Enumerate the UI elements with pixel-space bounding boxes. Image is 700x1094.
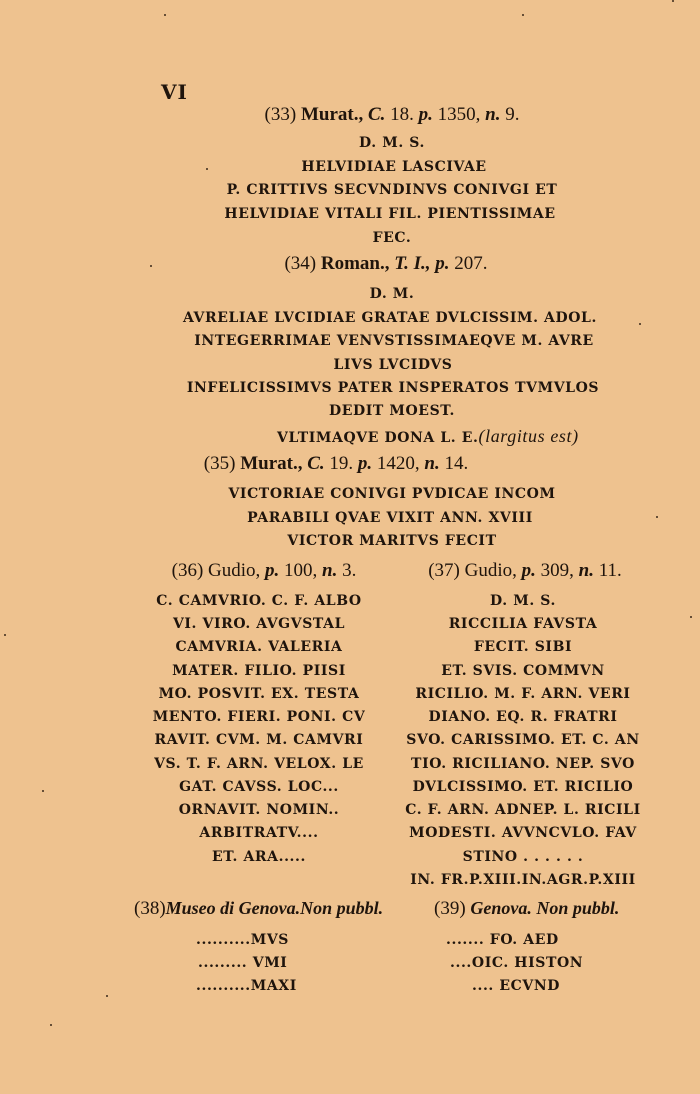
inscription-37-line: MODESTI. AVVNCVLO. FAV <box>409 825 637 841</box>
inscription-39-line: ....... FO. AED <box>446 932 559 948</box>
ref-36-p-label: p. <box>265 560 280 581</box>
ref-36-heading <box>172 560 357 582</box>
ref-34-page: 207. <box>454 253 488 274</box>
ref-33-vol: 18. <box>390 104 414 125</box>
inscription-37-line: SVO. CARISSIMO. ET. C. AN <box>406 732 640 748</box>
inscription-34-line: AVRELIAE LVCIDIAE GRATAE DVLCISSIM. ADOL. <box>183 310 597 326</box>
paper-speck <box>639 323 641 325</box>
inscription-36-line: ARBITRATV.... <box>199 825 319 841</box>
ref-36-num: (36) <box>171 560 204 581</box>
inscription-37-line: ET. SVIS. COMMVN <box>441 663 605 679</box>
ref-34-num: (34) <box>284 253 317 274</box>
inscription-36-line: GAT. CAVSS. LOC... <box>179 779 339 795</box>
inscription-34-line: INTEGERRIMAE VENVSTISSIMAEQVE M. AVRE <box>194 333 594 349</box>
inscription-33-line: HELVIDIAE VITALI FIL. PIENTISSIMAE <box>224 206 556 222</box>
ref-33-vol-label: C. <box>367 104 386 125</box>
ref-34-heading <box>284 253 487 275</box>
paper-speck <box>522 14 524 16</box>
ref-35-heading <box>204 453 468 475</box>
inscription-39-line: .... ECVND <box>472 978 560 994</box>
ref-37-n: 11. <box>598 560 622 581</box>
inscription-36-line: ORNAVIT. NOMIN.. <box>178 802 340 818</box>
ref-35-n-label: n. <box>424 453 440 474</box>
inscription-33-line: P. CRITTIVS SECVNDINVS CONIVGI ET <box>226 182 558 198</box>
ref-37-heading <box>428 560 622 582</box>
ref-38-heading <box>134 898 383 920</box>
page-number: VI <box>161 80 188 104</box>
ref-36-author: Gudio, <box>208 560 261 581</box>
inscription-34-line: LIVS LVCIDVS <box>333 357 453 373</box>
paper-speck <box>42 790 44 792</box>
inscription-34-line: DEDIT MOEST. <box>329 403 455 419</box>
inscription-37-line: IN. FR.P.XIII.IN.AGR.P.XIII <box>410 872 636 888</box>
ref-33-p-label: p. <box>418 104 433 125</box>
inscription-36-line: ET. ARA..... <box>212 849 306 865</box>
inscription-39-line: ....OIC. HISTON <box>450 955 584 971</box>
inscription-36-line: MO. POSVIT. EX. TESTA <box>158 686 360 702</box>
inscription-36-line: CAMVRIA. VALERIA <box>175 639 343 655</box>
paper-speck <box>672 0 674 2</box>
ref-37-author: Gudio, <box>464 560 517 581</box>
ref-36-page: 100, <box>284 560 318 581</box>
paper-speck <box>106 995 108 997</box>
ref-33-author: Murat., <box>300 104 364 125</box>
inscription-37-line: D. M. S. <box>490 593 556 609</box>
inscription-36-line: VS. T. F. ARN. VELOX. LE <box>154 756 364 772</box>
paper-speck <box>164 14 166 16</box>
ref-35-num: (35) <box>203 453 236 474</box>
ref-33-num: (33) <box>264 104 297 125</box>
inscription-33-line: HELVIDIAE LASCIVAE <box>301 159 487 175</box>
inscription-38-line: ..........MAXI <box>196 978 297 994</box>
paper-speck <box>4 634 6 636</box>
inscription-37-line: STINO . . . . . . <box>462 849 584 865</box>
inscription-37-line: TIO. RICILIANO. NEP. SVO <box>411 756 635 772</box>
paper-speck <box>50 1024 52 1026</box>
paper-speck <box>206 168 208 170</box>
inscription-37-line: DVLCISSIMO. ET. RICILIO <box>412 779 634 795</box>
inscription-35-line: VICTORIAE CONIVGI PVDICAE INCOM <box>228 486 556 502</box>
inscription-34-line: VLTIMAQVE DONA L. E. <box>277 430 479 446</box>
inscription-36-line: MENTO. FIERI. PONI. CV <box>152 709 366 725</box>
ref-35-page: 1420, <box>376 453 420 474</box>
ref-33-n: 9. <box>505 104 520 125</box>
inscription-36-line: MATER. FILIO. PIISI <box>172 663 346 679</box>
inscription-36-line: RAVIT. CVM. M. CAMVRI <box>154 732 364 748</box>
inscription-38-line: ......... VMI <box>198 955 288 971</box>
ref-35-vol: 19. <box>329 453 354 474</box>
ref-34-author: Roman., <box>320 253 390 274</box>
ref-33-heading <box>265 104 520 126</box>
inscription-34-line: D. M. <box>369 286 415 302</box>
ref-37-page: 309, <box>540 560 574 581</box>
inscription-33-line: FEC. <box>372 230 412 246</box>
ref-35-n: 14. <box>444 453 469 474</box>
inscription-37-line: RICCILIA FAVSTA <box>448 616 598 632</box>
ref-35-p-label: p. <box>357 453 373 474</box>
inscription-37-line: RICILIO. M. F. ARN. VERI <box>415 686 631 702</box>
inscription-35-line: VICTOR MARITVS FECIT <box>287 533 497 549</box>
paper-speck <box>690 616 692 618</box>
inscription-34-line: INFELICISSIMVS PATER INSPERATOS TVMVLOS <box>186 380 600 396</box>
paper-speck <box>656 516 658 518</box>
ref-35-author: Murat., <box>240 453 303 474</box>
inscription-33-line: D. M. S. <box>359 135 425 151</box>
ref-33-n-label: n. <box>485 104 501 125</box>
editor-note: (largitus est) <box>478 426 579 446</box>
ref-37-num: (37) <box>428 560 460 581</box>
ref-33-page: 1350, <box>437 104 481 125</box>
ref-36-n-label: n. <box>322 560 338 581</box>
ref-39-heading <box>434 898 619 920</box>
ref-34-p-label: p. <box>435 253 450 274</box>
ref-37-p-label: p. <box>521 560 536 581</box>
inscription-37-line: DIANO. EQ. R. FRATRI <box>428 709 618 725</box>
inscription-38-line: ..........MVS <box>196 932 290 948</box>
paper-speck <box>150 265 152 267</box>
inscription-37-line: C. F. ARN. ADNEP. L. RICILI <box>405 802 641 818</box>
ref-38-num: (38) <box>134 898 166 919</box>
inscription-37-line: FECIT. SIBI <box>473 639 573 655</box>
ref-39-num: (39) <box>434 898 466 919</box>
ref-39-source: Genova. Non pubbl. <box>470 898 620 918</box>
inscription-34-last-line <box>277 426 579 447</box>
ref-36-n: 3. <box>342 560 357 581</box>
ref-38-source: Museo di Genova.Non pubbl. <box>165 898 384 918</box>
inscription-36-line: C. CAMVRIO. C. F. ALBO <box>156 593 362 609</box>
inscription-35-line: PARABILI QVAE VIXIT ANN. XVIII <box>247 510 533 526</box>
ref-37-n-label: n. <box>578 560 594 581</box>
inscription-36-line: VI. VIRO. AVGVSTAL <box>172 616 346 632</box>
ref-34-vol-label: T. I., <box>394 253 431 274</box>
ref-35-vol-label: C. <box>307 453 325 474</box>
